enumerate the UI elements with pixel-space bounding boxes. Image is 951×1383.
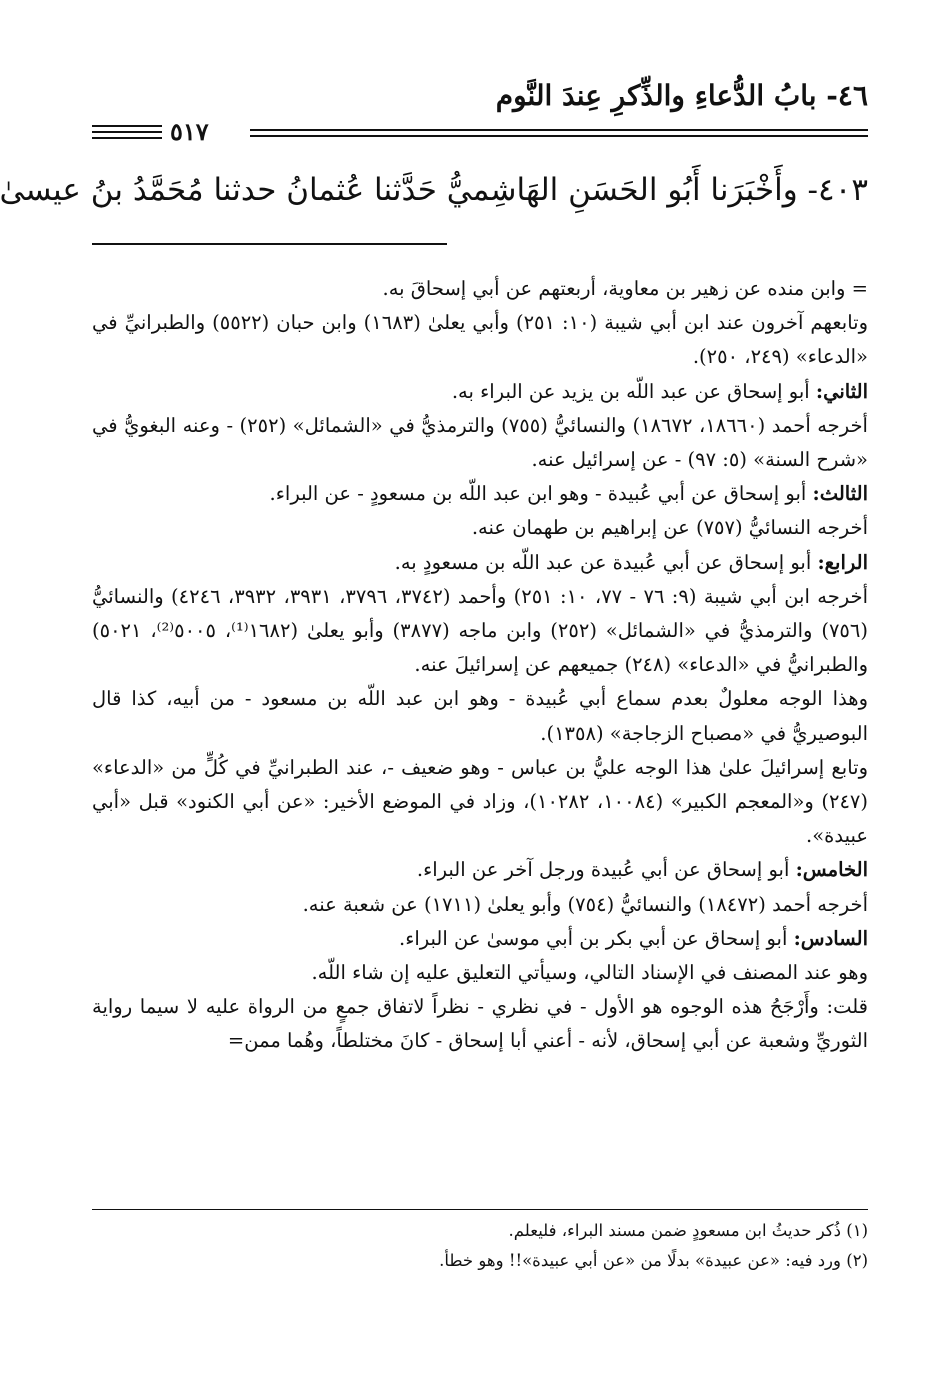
- paragraph-12: [92, 922, 868, 956]
- paragraph-1: [92, 306, 868, 374]
- paragraph-text: أبو إسحاق عن أبي عُبيدة - وهو ابن عبد اللّه بن مسعودٍ - عن البراء.: [269, 482, 807, 506]
- header-rule-long-top: [250, 129, 868, 131]
- paragraph-text: وهو عند المصنف في الإسناد التالي، وسيأتي التعليق عليه إن شاء اللّه.: [311, 961, 868, 985]
- paragraph-label: الثاني:: [815, 379, 868, 403]
- paragraph-text: أبو إسحاق عن أبي عُبيدة عن عبد اللّه بن مسعودٍ به.: [394, 550, 812, 574]
- paragraph-text: = وابن منده عن زهير بن معاوية، أربعتهم عن أبي إسحاقَ به.: [382, 277, 868, 300]
- footnote-1: (١) ذُكر حديثُ ابن مسعودٍ ضمن مسند البراء، فليعلم.: [508, 1221, 868, 1240]
- paragraph-3: [92, 409, 868, 477]
- paragraph-text: أبو إسحاق عن أبي عُبيدة ورجل آخر عن البراء.: [416, 858, 790, 882]
- paragraph-13: [92, 956, 868, 990]
- paragraph-text: قلت: وأَرْجَحُ هذه الوجوه هو الأول - في نظري - نظراً لاتفاق جمعٍ من الرواة عليه لا سيما رواية الثوريِّ وشعبة عن أبي إسحاق، لأنه - أعني أبا إسحاق - كانَ مختلطاً، وهُما ممن=: [92, 995, 868, 1053]
- header-rule-short-1: [92, 125, 162, 127]
- header-rule-short-2: [92, 131, 162, 133]
- header-rule-long-bottom: [250, 135, 868, 137]
- paragraph-text: وهذا الوجه معلولٌ بعدم سماع أبي عُبيدة - وهو ابن عبد اللّه بن مسعود - من أبيه، كذا قال البوصيريُّ في «مصباح الزجاجة» (١٣٥٨).: [92, 687, 868, 745]
- paragraph-text: وتابع إسرائيلَ علىٰ هذا الوجه عليُّ بن عباس - وهو ضعيف -، عند الطبرانيِّ في كُلٍّ من «الدعاء» (٢٤٧) و«المعجم الكبير» (١٠٠٨٤، ١٠٢٨٢)، وزاد في الموضع الأخير: «عن أبي الكنود» قبل «أبي عبيدة».: [92, 755, 868, 848]
- chapter-title: ٤٦- بابُ الدُّعاءِ والذِّكرِ عِندَ النَّوم: [495, 79, 868, 112]
- paragraph-11: [92, 888, 868, 922]
- paragraph-label: الثالث:: [812, 482, 868, 506]
- paragraph-0: [92, 272, 868, 306]
- header-rules: [92, 117, 868, 146]
- paragraph-text: أخرجه أحمد (١٨٦٦٠، ١٨٦٧٢) والنسائيُّ (٧٥٥) والترمذيُّ في «الشمائل» (٢٥٢) - وعنه البغويُّ في «شرح السنة» (٥: ٩٧) - عن إسرائيل عنه.: [92, 413, 868, 472]
- paragraph-text: أخرجه ابن أبي شيبة (٩: ٧٦ - ٧٧، ١٠: ٢٥١) وأحمد (٣٧٤٢، ٣٧٩٦، ٣٩٣١، ٣٩٣٢، ٤٢٤٦) والنسائيُّ (٧٥٦) والترمذيُّ في «الشمائل» (٢٥٢) وابن ماجه (٣٨٧٧) وأبو يعلىٰ (١٦٨٢⁽¹⁾، ٥٠٠٥⁽²⁾، ٥٠٢١) والطبرانيُّ في «الدعاء» (٢٤٨) جميعهم عن إسرائيلَ عنه.: [92, 584, 869, 677]
- header-rule-short-3: [92, 137, 162, 139]
- paragraph-7: [92, 580, 868, 683]
- paragraph-text: أخرجه النسائيُّ (٧٥٧) عن إبراهيم بن طهمان عنه.: [471, 516, 868, 540]
- paragraph-4: [92, 477, 868, 511]
- paragraph-6: [92, 546, 868, 580]
- footnote-separator: [92, 1209, 868, 1210]
- hadith-text: ٤٠٣- وأَخْبَرَنا أَبُو الحَسَنِ الهَاشِميُّ حَدَّثنا عُثمانُ حدثنا مُحَمَّدُ بنُ عيسىٰ: [0, 172, 868, 208]
- footnotes: [92, 1216, 868, 1276]
- paragraph-label: الرابع:: [817, 550, 868, 574]
- paragraph-10: [92, 853, 868, 887]
- paragraph-text: وتابعهم آخرون عند ابن أبي شيبة (١٠: ٢٥١) وأبي يعلىٰ (١٦٨٣) وابن حبان (٥٥٢٢) والطبرانيِّ في «الدعاء» (٢٤٩، ٢٥٠).: [92, 311, 869, 369]
- paragraph-9: [92, 751, 868, 854]
- footnote-2: (٢) ورد فيه: «عن عبيدة» بدلًا من «عن أبي عبيدة»!! وهو خطأ.: [439, 1251, 868, 1270]
- page-number: ٥١٧: [170, 117, 209, 146]
- commentary-body: [92, 272, 868, 1059]
- paragraph-5: [92, 511, 868, 545]
- paragraph-text: أخرجه أحمد (١٨٤٧٢) والنسائيُّ (٧٥٤) وأبو يعلىٰ (١٧١١) عن شعبة عنه.: [302, 892, 868, 916]
- paragraph-14: [92, 990, 868, 1058]
- paragraph-2: [92, 375, 868, 409]
- paragraph-label: الخامس:: [795, 858, 868, 882]
- paragraph-label: السادس:: [793, 926, 868, 950]
- hadith-separator: [92, 243, 447, 245]
- paragraph-8: [92, 682, 868, 750]
- paragraph-text: أبو إسحاق عن عبد اللّه بن يزيد عن البراء به.: [451, 379, 810, 403]
- paragraph-text: أبو إسحاق عن أبي بكر بن أبي موسىٰ عن البراء.: [399, 926, 788, 950]
